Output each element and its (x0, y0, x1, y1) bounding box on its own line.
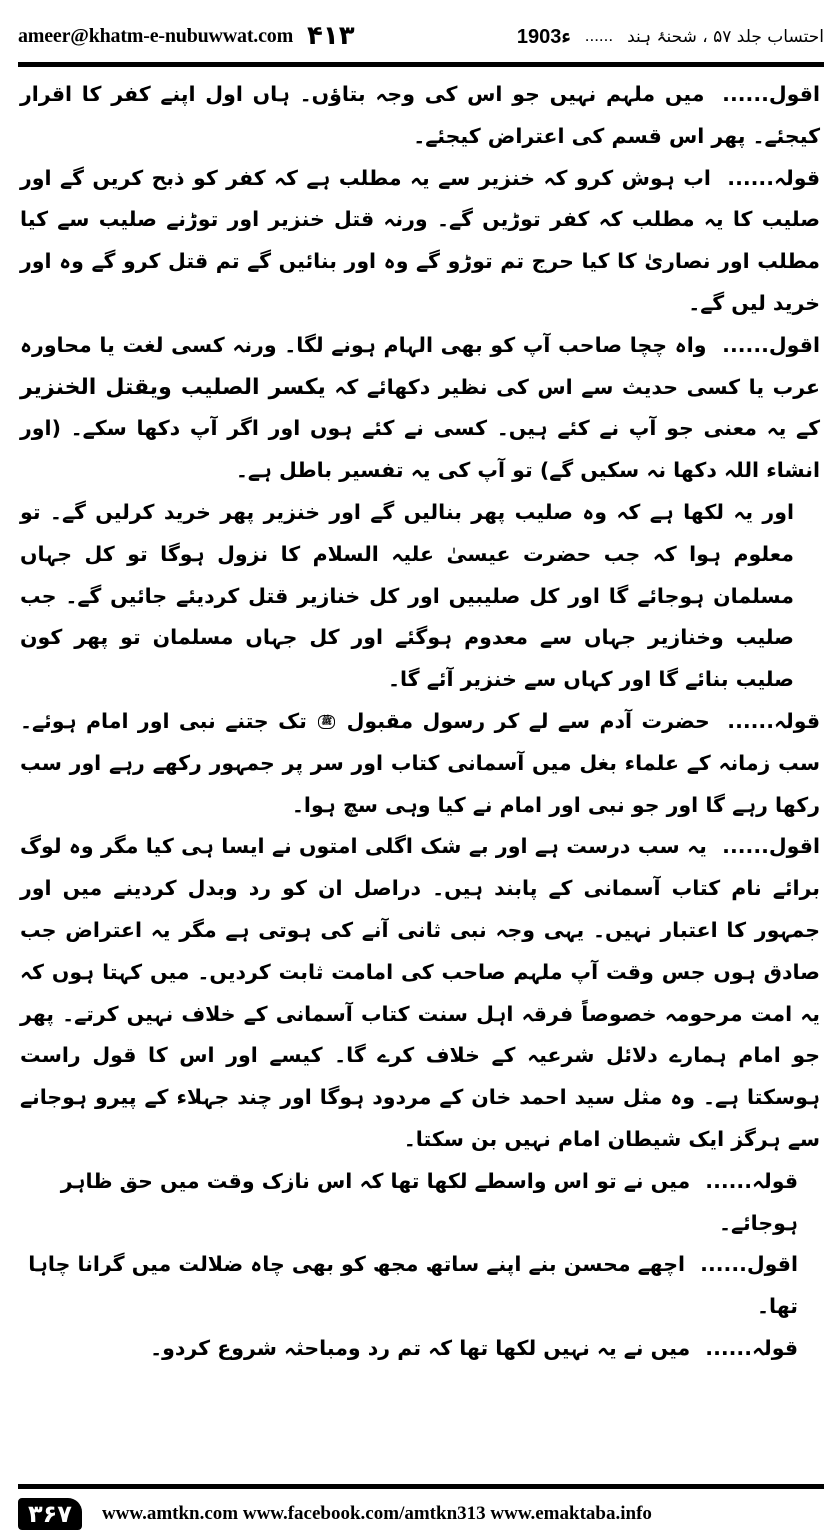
speaker-label: اقول...... (700, 1252, 798, 1277)
header-email-link[interactable]: ameer@khatm-e-nubuwwat.com (18, 24, 294, 47)
header-year: 1903ء (516, 25, 571, 48)
speaker-label: اقول...... (722, 82, 820, 106)
arabic-quote: یکسر الصلیب ویقتل الخنزیر (20, 374, 326, 400)
header-divider (18, 62, 824, 67)
footer-page-number: ۳۶۷ (18, 1498, 82, 1530)
paragraph-text-continued: کے یہ معنی جو آپ نے کئے ہیں۔ کسی نے کئے ہوں اور اگر آپ دکھا سکے۔ (اور انشاء اللہ دکھا نہ سکیں گے) تو آپ کی یہ تفسیر باطل ہے۔ (20, 416, 820, 483)
speaker-label: قولہ...... (727, 708, 820, 733)
paragraph (20, 492, 820, 701)
paragraph (20, 1244, 820, 1328)
paragraph-text: یہ سب درست ہے اور بے شک اگلی امتوں نے ایسا ہی کیا مگر وہ لوگ برائے نام کتاب آسمانی کے پابند ہیں۔ دراصل ان کو رد وبدل کردینے میں اور جمہور کا اعتبار نہیں۔ یہی وجہ نبی ثانی آنے کی ہوتی ہے مگر یہ اعتراض جب صادق ہوں جس وقت آپ ملہم صاحب کی امامت ثابت کردیں۔ میں کہتا ہوں کہ یہ امت مرحومہ خصوصاً فرقہ اہل سنت کتاب آسمانی کے خلاف نہیں کرتے۔ پھر جو امام ہمارے دلائل شرعیہ کے خلاف کرے گا۔ کیسے اور اس کا قول راست ہوسکتا ہے۔ وہ مثل سید احمد خان کے مردود ہوگا اور چند جہلاء کے پیرو ہوجانے سے ہرگز ایک شیطان امام نہیں بن سکتا۔ (20, 834, 820, 1151)
speaker-label: قولہ...... (727, 165, 820, 190)
speaker-label: قولہ...... (705, 1168, 798, 1193)
header-dots: ...... (584, 26, 614, 45)
paragraph (20, 74, 820, 158)
paragraph-text-continued: تک جتنے نبی اور امام ہوئے۔ سب زمانہ کے علماء بغل میں آسمانی کتاب اور سر پر جمہور رکھے رہے اور سب رکھا رہے گا اور جو نبی اور امام نے کیا وہی سچ ہوا۔ (20, 708, 820, 817)
header-left (18, 21, 355, 51)
page-footer (18, 1494, 824, 1534)
paragraph (20, 1328, 820, 1370)
paragraph-text: اب ہوش کرو کہ خنزیر سے یہ مطلب ہے کہ کفر کو ذبح کریں گے اور صلیب کا یہ مطلب کہ کفر توڑیں گے۔ ورنہ قتل خنزیر اور توڑنے صلیب سے کیا مطلب اور نصاریٰ کا کیا حرج تم توڑو گے وہ اور بنائیں گے تم قتل کرو گے وہ اور خرید لیں گے۔ (20, 165, 820, 315)
speaker-label: اقول...... (722, 332, 820, 357)
page-header (18, 14, 824, 58)
paragraph-text: واہ چچا صاحب آپ کو بھی الہام ہونے لگا۔ ورنہ کسی لغت یا محاورہ عرب یا کسی حدیث سے اس کی نظیر دکھائے کہ (20, 332, 820, 399)
speaker-label: قولہ...... (705, 1335, 798, 1360)
footer-divider (18, 1484, 824, 1489)
paragraph (20, 1161, 820, 1245)
salutation-symbol: ﷺ (318, 715, 335, 729)
footer-links[interactable]: www.amtkn.com www.facebook.com/amtkn313 www.emaktaba.info (101, 1503, 652, 1524)
paragraph-text: میں نے یہ نہیں لکھا تھا کہ تم رد ومباحثہ شروع کردو۔ (150, 1335, 691, 1360)
paragraph (20, 701, 820, 826)
paragraph-text: اچھے محسن بنے اپنے ساتھ مجھ کو بھی چاہ ضلالت میں گرانا چاہا تھا۔ (28, 1252, 798, 1319)
main-text (20, 74, 820, 1370)
paragraph-text: اور یہ لکھا ہے کہ وہ صلیب پھر بنالیں گے اور خنزیر پھر خرید کرلیں گے۔ تو معلوم ہوا کہ جب حضرت عیسیٰ علیہ السلام کا نزول ہوگا تو کل جہاں مسلمان ہوجائے گا اور کل صلیبیں اور کل خنازیر قتل کردیئے جائیں گے۔ جب صلیب وخنازیر جہاں سے معدوم ہوگئے اور کل جہاں مسلمان تو پھر کون صلیب بنائے گا اور کہاں سے خنزیر آئے گا۔ (20, 499, 794, 692)
paragraph-text: حضرت آدم سے لے کر رسول مقبول (346, 708, 710, 733)
paragraph-text: میں نے تو اس واسطے لکھا تھا کہ اس نازک وقت میں حق ظاہر ہوجائے۔ (60, 1168, 798, 1235)
header-right (517, 24, 824, 49)
paragraph-text: میں ملہم نہیں جو اس کی وجہ بتاؤں۔ ہاں اول اپنے کفر کا اقرار کیجئے۔ پھر اس قسم کی اعتراض کیجئے۔ (20, 82, 820, 148)
paragraph (20, 325, 820, 492)
paragraph (20, 826, 820, 1160)
paragraph (20, 158, 820, 325)
speaker-label: اقول...... (722, 834, 820, 859)
header-page-number: ۴۱۳ (307, 21, 355, 51)
header-book-title: احتساب جلد ۵۷ ، شحنۂ ہند (627, 26, 824, 47)
